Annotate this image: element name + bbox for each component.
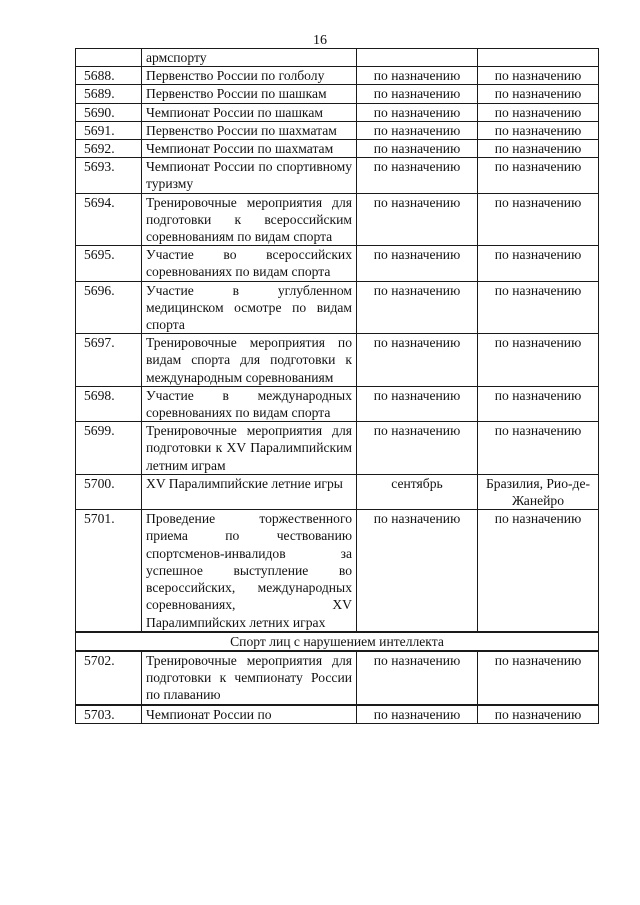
event-date: по назначению bbox=[357, 121, 478, 139]
event-name: Участие во всероссийских соревнованиях по видам спорта bbox=[142, 246, 357, 281]
table-row bbox=[76, 103, 599, 121]
row-number: 5691. bbox=[76, 121, 142, 139]
event-place: Бразилия, Рио-де-Жанейро bbox=[478, 474, 599, 509]
event-date bbox=[357, 49, 478, 67]
table-row bbox=[76, 67, 599, 85]
table-row bbox=[76, 510, 599, 632]
event-date: по назначению bbox=[357, 422, 478, 475]
event-name: XV Паралимпийские летние игры bbox=[142, 474, 357, 509]
event-date: по назначению bbox=[357, 386, 478, 421]
event-date: по назначению bbox=[357, 85, 478, 103]
section-title: Спорт лиц с нарушением интеллекта bbox=[76, 632, 599, 651]
row-number: 5692. bbox=[76, 140, 142, 158]
event-date: по назначению bbox=[357, 281, 478, 334]
event-name: Чемпионат России по спортивному туризму bbox=[142, 158, 357, 193]
table-row bbox=[76, 140, 599, 158]
event-place: по назначению bbox=[478, 386, 599, 421]
event-name: Первенство России по голболу bbox=[142, 67, 357, 85]
page-number: 16 bbox=[313, 33, 327, 48]
row-number bbox=[76, 49, 142, 67]
table-row bbox=[76, 651, 599, 705]
table-row bbox=[76, 246, 599, 281]
event-name: Тренировочные мероприятия для подготовки к всероссийским соревнованиям по видам спорта bbox=[142, 193, 357, 246]
table-row bbox=[76, 121, 599, 139]
event-name: Тренировочные мероприятия для подготовки к чемпионату России по плаванию bbox=[142, 651, 357, 705]
event-name: Участие в углубленном медицинском осмотре по видам спорта bbox=[142, 281, 357, 334]
event-place: по назначению bbox=[478, 193, 599, 246]
event-place: по назначению bbox=[478, 246, 599, 281]
event-place: по назначению bbox=[478, 140, 599, 158]
event-date: по назначению bbox=[357, 193, 478, 246]
row-number: 5700. bbox=[76, 474, 142, 509]
table-row bbox=[76, 422, 599, 475]
event-date: по назначению bbox=[357, 158, 478, 193]
table-row bbox=[76, 281, 599, 334]
event-place: по назначению bbox=[478, 85, 599, 103]
event-name: Участие в международных соревнованиях по видам спорта bbox=[142, 386, 357, 421]
event-date: сентябрь bbox=[357, 474, 478, 509]
event-place: по назначению bbox=[478, 281, 599, 334]
row-number: 5698. bbox=[76, 386, 142, 421]
event-place: по назначению bbox=[478, 510, 599, 632]
event-name: Тренировочные мероприятия для подготовки к XV Паралимпийским летним играм bbox=[142, 422, 357, 475]
event-name: Тренировочные мероприятия по видам спорта для подготовки к международным соревнованиям bbox=[142, 334, 357, 387]
event-date: по назначению bbox=[357, 510, 478, 632]
row-number: 5695. bbox=[76, 246, 142, 281]
event-name: Чемпионат России по шахматам bbox=[142, 140, 357, 158]
row-number: 5694. bbox=[76, 193, 142, 246]
event-date: по назначению bbox=[357, 651, 478, 705]
table-row bbox=[76, 334, 599, 387]
event-place: по назначению bbox=[478, 121, 599, 139]
event-place: по назначению bbox=[478, 67, 599, 85]
event-date: по назначению bbox=[357, 246, 478, 281]
row-number: 5699. bbox=[76, 422, 142, 475]
event-place: по назначению bbox=[478, 422, 599, 475]
event-date: по назначению bbox=[357, 705, 478, 724]
row-number: 5690. bbox=[76, 103, 142, 121]
event-date: по назначению bbox=[357, 67, 478, 85]
table-row bbox=[76, 386, 599, 421]
row-number: 5688. bbox=[76, 67, 142, 85]
event-place: по назначению bbox=[478, 158, 599, 193]
event-date: по назначению bbox=[357, 103, 478, 121]
event-date: по назначению bbox=[357, 140, 478, 158]
event-place: по назначению bbox=[478, 103, 599, 121]
event-name: Первенство России по шахматам bbox=[142, 121, 357, 139]
table-row bbox=[76, 474, 599, 509]
event-place: по назначению bbox=[478, 651, 599, 705]
row-number: 5702. bbox=[76, 651, 142, 705]
row-number: 5696. bbox=[76, 281, 142, 334]
event-name: армспорту bbox=[142, 49, 357, 67]
event-name: Первенство России по шашкам bbox=[142, 85, 357, 103]
row-number: 5689. bbox=[76, 85, 142, 103]
section-row bbox=[76, 632, 599, 651]
table-row bbox=[76, 158, 599, 193]
table-row bbox=[76, 49, 599, 67]
event-name: Чемпионат России по bbox=[142, 705, 357, 724]
table-row bbox=[76, 85, 599, 103]
row-number: 5703. bbox=[76, 705, 142, 724]
event-date: по назначению bbox=[357, 334, 478, 387]
event-place bbox=[478, 49, 599, 67]
event-place: по назначению bbox=[478, 334, 599, 387]
event-place: по назначению bbox=[478, 705, 599, 724]
events-table bbox=[75, 48, 599, 724]
table-row bbox=[76, 193, 599, 246]
event-name: Проведение торжественного приема по чествованию спортсменов-инвалидов за успешное выступление во всероссийских, международных соревнованиях, XV Паралимпийских летних играх bbox=[142, 510, 357, 632]
row-number: 5697. bbox=[76, 334, 142, 387]
row-number: 5701. bbox=[76, 510, 142, 632]
table-row bbox=[76, 705, 599, 724]
row-number: 5693. bbox=[76, 158, 142, 193]
event-name: Чемпионат России по шашкам bbox=[142, 103, 357, 121]
